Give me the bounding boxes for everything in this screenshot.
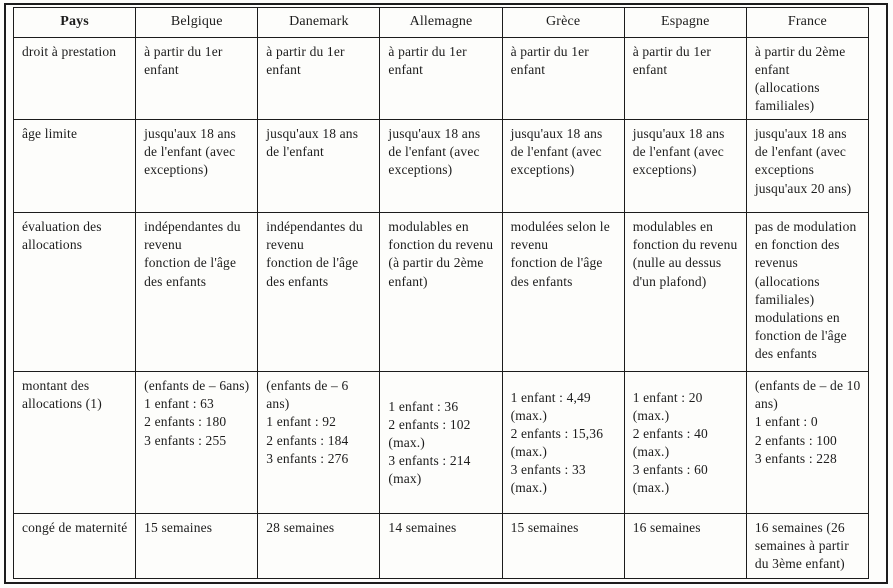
cell-line: (enfants de – de 10 ans) [754, 378, 861, 412]
table-cell [380, 120, 502, 213]
cell-line: jusqu'aux 18 ans de l'enfant (avec exceptions) [510, 126, 603, 178]
cell-line: indépendantes du revenu [266, 219, 363, 253]
cell-line: fonction de l'âge des enfants [510, 255, 603, 289]
cell-line: 1 enfant : 36 [388, 399, 459, 415]
row-label: montant des allocations (1) [14, 372, 136, 514]
cell-line: 15 semaines [144, 520, 213, 536]
table-cell [136, 120, 258, 213]
table-cell [624, 213, 746, 372]
table-cell [624, 120, 746, 213]
cell-line: jusqu'aux 18 ans de l'enfant [266, 126, 359, 160]
cell-line: (allocations familiales) [754, 80, 820, 114]
cell-line: 2 enfants : 100 [754, 432, 837, 448]
table-cell [502, 514, 624, 578]
header-row [14, 8, 869, 38]
table-cell [624, 514, 746, 578]
row-label: droit à prestation [14, 38, 136, 120]
table-cell [380, 514, 502, 578]
cell-line: 16 semaines (26 semaines à partir du 3ème enfant) [754, 520, 849, 572]
table-cell [502, 120, 624, 213]
cell-line: 1 enfant : 92 [266, 414, 337, 430]
table-row [14, 372, 869, 514]
cell-line: modulations en fonction de l'âge des enfants [754, 309, 847, 361]
column-header-country: Danemark [258, 8, 380, 38]
table-cell [746, 514, 868, 578]
cell-line: 1 enfant : 20 (max.) [632, 390, 703, 424]
table-cell [258, 213, 380, 372]
cell-line: 1 enfant : 0 [754, 414, 818, 430]
table-cell [258, 38, 380, 120]
cell-line: modulées selon le revenu [510, 219, 610, 253]
table-cell [380, 372, 502, 514]
row-label: congé de maternité [14, 514, 136, 578]
cell-line: 2 enfants : 184 [266, 432, 349, 448]
table-cell [502, 213, 624, 372]
table-row [14, 120, 869, 213]
cell-line: 3 enfants : 276 [266, 450, 349, 466]
cell-line: 1 enfant : 63 [144, 396, 214, 412]
cell-line: modulables en fonction du revenu (à partir du 2ème enfant) [388, 219, 494, 289]
table-row [14, 514, 869, 578]
table-cell [136, 213, 258, 372]
cell-line: 3 enfants : 33 (max.) [510, 462, 586, 496]
cell-line: à partir du 1er enfant [388, 44, 467, 78]
column-header-country: Grèce [502, 8, 624, 38]
column-header-pays: Pays [14, 8, 136, 38]
cell-line: modulables en fonction du revenu (nulle au dessus d'un plafond) [632, 219, 738, 289]
row-label: évaluation des allocations [14, 213, 136, 372]
table-body [14, 38, 869, 579]
cell-line: 14 semaines [388, 520, 457, 536]
cell-line: jusqu'aux 18 ans de l'enfant (avec exceptions jusqu'aux 20 ans) [754, 126, 852, 196]
cell-line: 1 enfant : 4,49 (max.) [510, 390, 591, 424]
table-cell [746, 120, 868, 213]
table-cell [380, 213, 502, 372]
cell-line: (enfants de – 6ans) [144, 378, 250, 394]
table-cell [258, 514, 380, 578]
table-cell [136, 514, 258, 578]
cell-line: 28 semaines [266, 520, 335, 536]
column-header-country: Espagne [624, 8, 746, 38]
cell-line: 2 enfants : 15,36 (max.) [510, 426, 604, 460]
table-cell [624, 372, 746, 514]
cell-line: à partir du 1er enfant [266, 44, 345, 78]
row-label: âge limite [14, 120, 136, 213]
cell-line: 3 enfants : 214 (max) [388, 453, 471, 487]
table-cell [136, 38, 258, 120]
cell-line: fonction de l'âge des enfants [144, 255, 237, 289]
cell-line: à partir du 1er enfant [632, 44, 712, 78]
table-cell [502, 372, 624, 514]
table-cell [258, 372, 380, 514]
table-cell [746, 213, 868, 372]
table-row [14, 213, 869, 372]
table-cell [746, 372, 868, 514]
cell-line: fonction de l'âge des enfants [266, 255, 359, 289]
cell-line: à partir du 1er enfant [144, 44, 223, 78]
cell-line: à partir du 2ème enfant [754, 44, 846, 78]
cell-line: jusqu'aux 18 ans de l'enfant (avec exceptions) [632, 126, 725, 178]
cell-line: 3 enfants : 255 [144, 432, 227, 448]
table-cell [746, 38, 868, 120]
cell-line: 3 enfants : 228 [754, 450, 837, 466]
cell-line: à partir du 1er enfant [510, 44, 589, 78]
family-benefits-table [13, 7, 869, 579]
column-header-country: France [746, 8, 868, 38]
cell-line: indépendantes du revenu [144, 219, 241, 253]
cell-line: 2 enfants : 40 (max.) [632, 426, 708, 460]
cell-line: jusqu'aux 18 ans de l'enfant (avec exceptions) [388, 126, 481, 178]
table-cell [136, 372, 258, 514]
table-cell [502, 38, 624, 120]
column-header-country: Allemagne [380, 8, 502, 38]
table-row [14, 38, 869, 120]
cell-line: 2 enfants : 102 (max.) [388, 417, 471, 451]
column-header-country: Belgique [136, 8, 258, 38]
cell-line: 3 enfants : 60 (max.) [632, 462, 708, 496]
cell-line: jusqu'aux 18 ans de l'enfant (avec exceptions) [144, 126, 236, 178]
cell-line: 2 enfants : 180 [144, 414, 227, 430]
cell-line: 16 semaines [632, 520, 701, 536]
table-cell [380, 38, 502, 120]
cell-line: (enfants de – 6 ans) [266, 378, 349, 412]
table-cell [258, 120, 380, 213]
cell-line: 15 semaines [510, 520, 579, 536]
cell-line: pas de modulation en fonction des revenus (allocations familiales) [754, 219, 857, 307]
table-cell [624, 38, 746, 120]
